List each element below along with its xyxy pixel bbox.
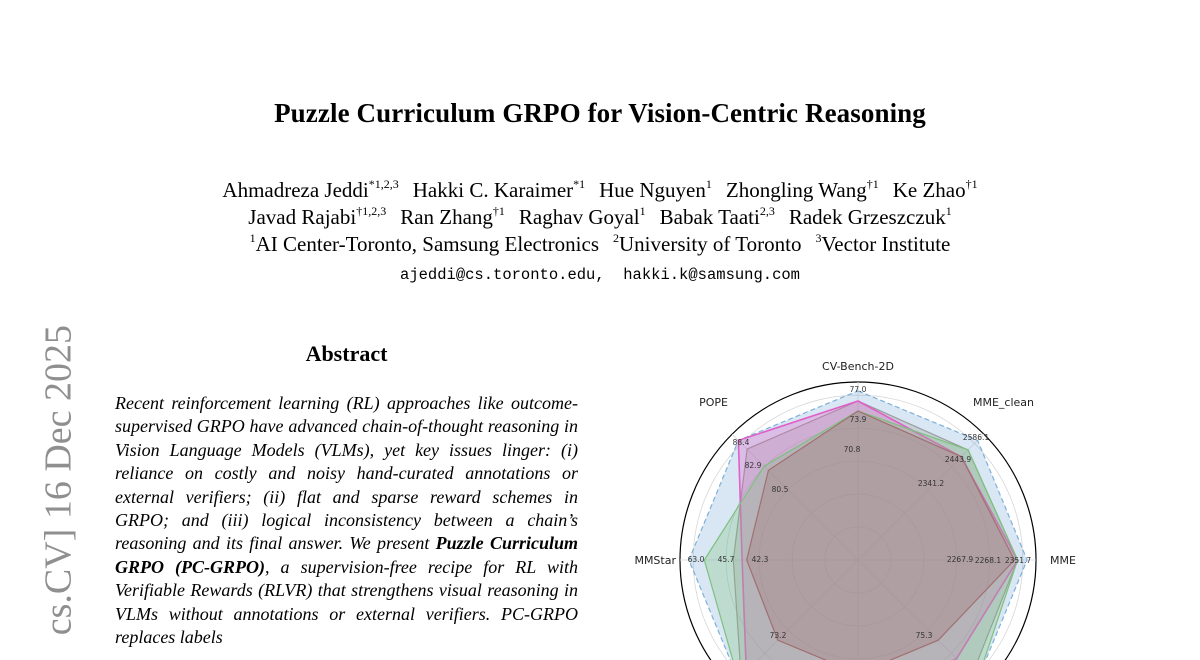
author-name bbox=[789, 205, 952, 229]
author-affiliation-marker: *1 bbox=[573, 177, 586, 191]
radar-value-label: 2267.9 bbox=[946, 555, 974, 564]
contact-emails[interactable]: ajeddi@cs.toronto.edu, hakki.k@samsung.com bbox=[400, 266, 800, 284]
affiliation bbox=[250, 232, 599, 256]
arxiv-stamp-text: cs.CV] 16 Dec 2025 bbox=[37, 325, 79, 636]
radar-axis-label: CV-Bench-2D bbox=[822, 360, 894, 373]
radar-value-label: 75.3 bbox=[915, 631, 933, 640]
paper-title: Puzzle Curriculum GRPO for Vision-Centric Reasoning bbox=[274, 98, 926, 128]
radar-value-label: 2268.1 bbox=[974, 556, 1002, 565]
radar-value-label: 82.9 bbox=[744, 461, 762, 470]
author-name bbox=[660, 205, 775, 229]
affiliation-name: University of Toronto bbox=[619, 232, 802, 256]
author-line-2 bbox=[0, 205, 1200, 230]
affiliation bbox=[613, 232, 801, 256]
author-affiliation-marker: 1 bbox=[945, 204, 952, 218]
author-name bbox=[599, 178, 712, 202]
radar-axis-label: POPE bbox=[699, 396, 728, 409]
affiliation-marker: 2 bbox=[613, 231, 619, 245]
affiliation-marker: 3 bbox=[815, 231, 822, 245]
author-affiliation-marker: 1 bbox=[705, 177, 712, 191]
author-affiliation-marker: †1 bbox=[866, 177, 879, 191]
author-name-text: Zhongling Wang bbox=[725, 178, 867, 202]
radar-value-label: 42.3 bbox=[751, 555, 769, 564]
radar-value-label: 2586.1 bbox=[962, 433, 990, 442]
author-name-text: Hue Nguyen bbox=[599, 178, 706, 202]
author-name-text: Ran Zhang bbox=[400, 205, 493, 229]
affiliation bbox=[815, 232, 950, 256]
author-affiliation-marker: *1,2,3 bbox=[368, 177, 399, 191]
author-affiliation-marker: †1,2,3 bbox=[356, 204, 387, 218]
radar-value-label: 80.5 bbox=[771, 485, 789, 494]
radar-value-label: 2341.2 bbox=[917, 479, 945, 488]
radar-axis-label: MMStar bbox=[634, 554, 676, 567]
radar-value-label: 73.2 bbox=[769, 631, 787, 640]
affiliation-marker: 1 bbox=[249, 231, 256, 245]
radar-value-label: 2443.9 bbox=[944, 455, 972, 464]
author-name-text: Radek Grzeszczuk bbox=[788, 205, 946, 229]
author-affiliation-marker: †1 bbox=[492, 204, 505, 218]
radar-value-label: 70.8 bbox=[843, 445, 861, 454]
radar-value-label: 63.0 bbox=[687, 555, 705, 564]
affiliations bbox=[0, 232, 1200, 257]
radar-series bbox=[689, 391, 1027, 660]
radar-axis-label: MME_clean bbox=[973, 396, 1035, 409]
author-name bbox=[413, 178, 585, 202]
affiliation-name: AI Center-Toronto, Samsung Electronics bbox=[255, 232, 599, 256]
author-affiliation-marker: †1 bbox=[965, 177, 978, 191]
author-affiliation-marker: 1 bbox=[639, 204, 646, 218]
affiliation-name: Vector Institute bbox=[821, 232, 951, 256]
radar-value-label: 73.9 bbox=[849, 415, 867, 424]
author-name-text: Raghav Goyal bbox=[518, 205, 640, 229]
radar-chart bbox=[600, 330, 1120, 660]
radar-axis-label: MME bbox=[1050, 554, 1076, 567]
author-name bbox=[400, 205, 505, 229]
author-name-text: Hakki C. Karaimer bbox=[412, 178, 574, 202]
radar-value-label: 45.7 bbox=[717, 555, 735, 564]
author-name-text: Javad Rajabi bbox=[248, 205, 357, 229]
author-name-text: Ke Zhao bbox=[892, 178, 966, 202]
radar-value-label: 88.4 bbox=[732, 438, 750, 447]
author-name bbox=[222, 178, 398, 202]
abstract-text: , a supervision-free recipe for RL with Verifiable Rewards (RLVR) that strengthens visual reasoning in VLMs without annotations or external verifiers. PC-GRPO replaces labels bbox=[115, 556, 578, 648]
author-name bbox=[893, 178, 978, 202]
abstract-heading: Abstract bbox=[305, 341, 388, 366]
author-line-1 bbox=[0, 178, 1200, 203]
radar-value-label: 2351.7 bbox=[1004, 556, 1032, 565]
method-name: Puzzle Curriculum GRPO (PC-GRPO) bbox=[115, 533, 578, 577]
radar-value-label: 77.0 bbox=[849, 385, 867, 394]
author-name bbox=[726, 178, 879, 202]
author-name-text: Babak Taati bbox=[659, 205, 760, 229]
author-affiliation-marker: 2,3 bbox=[759, 204, 775, 218]
author-name-text: Ahmadreza Jeddi bbox=[222, 178, 369, 202]
abstract-text: Recent reinforcement learning (RL) approaches like outcome-supervised GRPO have advanced chain-of-thought reasoning in Vision Language Models (VLMs), yet key issues linger: (i) reliance on costly and noisy hand-curated annotations or external verifiers; (ii) flat and sparse reward schemes in GRPO; and (iii) logical inconsistency between a chain’s reasoning and its final answer. We present bbox=[115, 393, 578, 554]
abstract-body bbox=[115, 392, 578, 649]
author-name bbox=[519, 205, 646, 229]
author-name bbox=[248, 205, 386, 229]
